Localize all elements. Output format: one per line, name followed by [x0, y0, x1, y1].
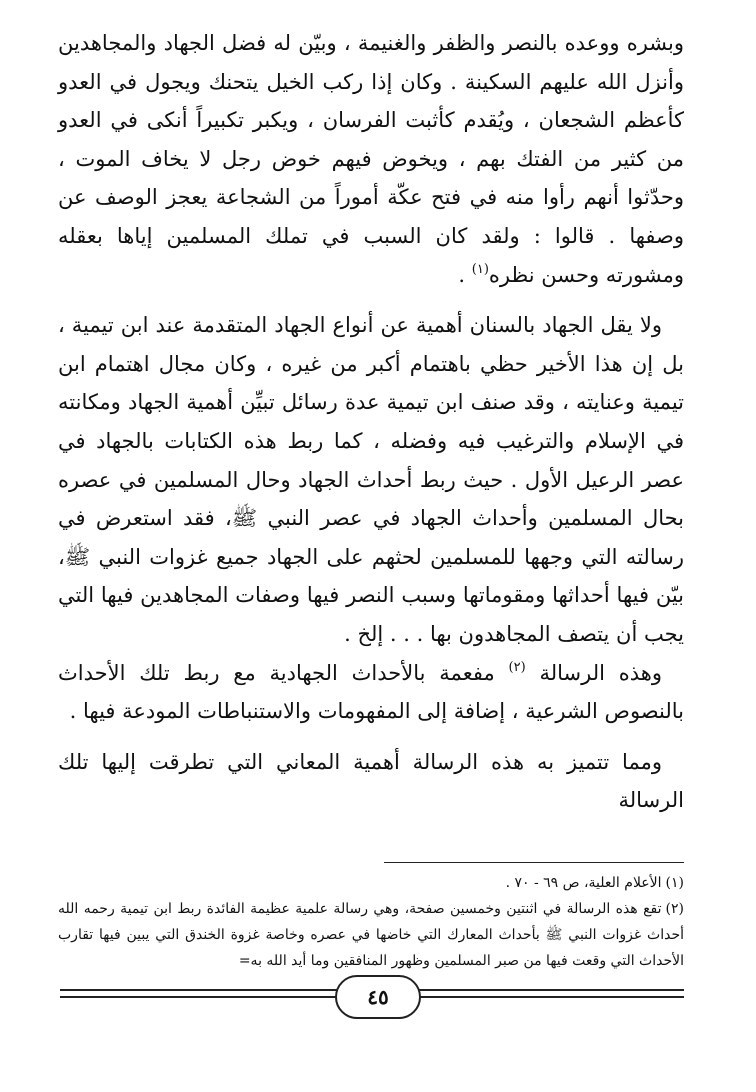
- p1-line-6: قالوا : ولقد كان السبب في تملك المسلمين إياها بعقله ومشورته وحسن: [58, 223, 684, 287]
- footnote-2: [58, 896, 684, 974]
- footnote-1: [58, 870, 684, 896]
- p2-line-3: وعنايته ، وقد صنف ابن تيمية عدة رسائل تبيِّن أهمية الجهاد ومكانته في: [58, 390, 684, 453]
- footnote-separator: [384, 862, 684, 863]
- paragraph-2: [58, 306, 684, 653]
- p2-line-9: يتصف المجاهدون بها . . . إلخ .: [344, 621, 610, 646]
- p1-line-5: أنهم رأوا منه في فتح عكّة أموراً من الشجاعة يعجز الوصف عن وصفها .: [58, 185, 684, 248]
- p4-text: ومما تتميز به هذه الرسالة أهمية المعاني التي تطرقت إليها تلك الرسالة: [58, 749, 684, 813]
- page-number-badge: [335, 975, 421, 1019]
- footnote-1-text: الأعلام العلية، ص ٦٩ - ٧٠ .: [505, 875, 662, 891]
- p2-line-8: أحداثها ومقوماتها وسبب النصر فيها وصفات المجاهدين فيها التي يجب أن: [58, 583, 684, 646]
- paragraph-3: [58, 654, 684, 731]
- p2-line-7: وجهها للمسلمين لحثهم على الجهاد جميع غزوات النبي ﷺ، بيّن فيها: [58, 544, 684, 608]
- paragraph-1: [58, 24, 684, 294]
- p1-line-1: وبشره ووعده بالنصر والظفر والغنيمة ، وبيّن له فضل الجهاد والمجاهدين: [58, 31, 684, 55]
- p2-line-4: الإسلام والترغيب فيه وفضله ، كما ربط هذه الكتابات بالجهاد في عصر: [58, 428, 684, 492]
- p3-head: وهذه الرسالة: [525, 660, 662, 685]
- p3-line-2: بالنصوص الشرعية ، إضافة إلى المفهومات والاستنباطات المودعة فيها .: [69, 699, 684, 724]
- p1-line-3: كأعظم الشجعان ، ويُقدم كأثبت الفرسان ، ويكبر تكبيراً أنكى في العدو من: [58, 108, 684, 171]
- p2-line-2: إن هذا الأخير حظي باهتمام أكبر من غيره ، وكان مجال اهتمام ابن تيمية: [58, 351, 684, 415]
- p2-line-1: ولا يقل الجهاد بالسنان أهمية عن أنواع الجهاد المتقدمة عند ابن تيمية ، بل: [58, 313, 684, 376]
- p1-line-4: كثير من الفتك بهم ، ويخوض فيهم خوض رجل لا يخاف الموت ، وحدّثوا: [58, 146, 684, 210]
- footnotes: [58, 870, 684, 974]
- footnote-2-line-1: تقع هذه الرسالة في اثنتين وخمسين صفحة، وهي رسالة علمية عظيمة الفائدة ربط ابن تيمية: [120, 901, 662, 917]
- page-number: ٤٥: [367, 985, 389, 1009]
- p2-line-6: المسلمين وأحداث الجهاد في عصر النبي ﷺ، فقد استعرض في رسالته التي: [58, 506, 684, 569]
- footnote-1-number: (١): [665, 875, 684, 891]
- paragraph-4: [58, 743, 684, 820]
- p1-tail: .: [458, 262, 472, 287]
- p2-line-5: الرعيل الأول . حيث ربط أحداث الجهاد وحال المسلمين في عصره بحال: [58, 467, 684, 531]
- footnote-ref-2[interactable]: (٢): [508, 659, 526, 675]
- p3-line-1: مفعمة بالأحداث الجهادية مع ربط تلك الأحداث: [58, 660, 509, 685]
- footnote-2-number: (٢): [665, 901, 684, 917]
- footnote-2-line-3: التي يبين فيها تقارب الأحداث التي وقعت فيها من صبر المسلمين وظهور المنافقين وما أيد الله به=: [58, 927, 684, 969]
- footnote-ref-1[interactable]: (١): [471, 261, 489, 277]
- main-text: [58, 24, 684, 820]
- p1-line-2: وأنزل الله عليهم السكينة . وكان إذا ركب الخيل يتحنك ويجول في العدو: [58, 69, 684, 94]
- footnote-2-line-2: رحمه الله أحداث غزوات النبي ﷺ بأحداث المعارك التي خاضها في عصره وخاصة غزوة الخندق: [58, 901, 684, 943]
- p1-line-7: نظره: [488, 262, 535, 287]
